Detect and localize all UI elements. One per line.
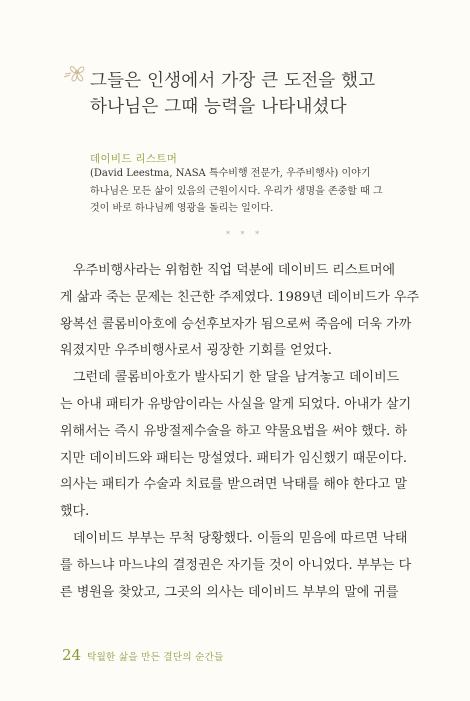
body-line: 를 하느냐 마느냐의 결정권은 자기들 것이 아니었다. 부부는 다 — [60, 557, 412, 573]
body-line: 왕복선 콜롬비아호에 승선후보자가 됨으로써 죽음에 더욱 가까 — [60, 316, 412, 332]
body-line: 지만 데이비드와 패티는 망설였다. 패티가 임신했기 때문이다. — [60, 450, 408, 466]
body-line: 그런데 콜롬비아호가 발사되기 한 달을 남겨놓고 데이비드 — [73, 370, 400, 386]
intro-paragraph — [90, 165, 390, 218]
intro-line: 것이 바로 하나님께 영광을 돌리는 일이다. — [90, 203, 274, 214]
body-line: 게 삶과 죽는 문제는 친근한 주제였다. 1989년 데이비드가 우주 — [60, 289, 420, 305]
body-line: 워졌지만 우주비행사로서 굉장한 기회를 얻었다. — [60, 343, 332, 359]
heading-line-2: 하나님은 그때 능력을 나타내셨다 — [90, 97, 347, 117]
chapter-heading — [90, 68, 420, 120]
subject-name: 데이비드 리스트머 — [90, 153, 178, 165]
page-number: 24 — [62, 646, 82, 664]
intro-line: 하나님은 모든 삶이 있음의 근원이시다. 우리가 생명을 존중할 때 그 — [90, 185, 383, 197]
body-line: 우주비행사라는 위험한 직업 덕분에 데이비드 리스트머에 — [73, 263, 396, 278]
section-separator: * * * — [226, 230, 264, 239]
body-line: 데이비드 부부는 무척 당황했다. 이들의 믿음에 따르면 낙태 — [73, 530, 408, 546]
body-text — [60, 258, 420, 606]
body-line: 른 병원을 찾았고, 그곳의 의사는 데이비드 부부의 말에 귀를 — [60, 584, 399, 600]
body-line: 의사는 패티가 수술과 치료를 받으려면 낙태를 해야 한다고 말 — [60, 477, 408, 493]
page-footer — [62, 645, 224, 664]
body-line: 는 아내 패티가 유방암이라는 사실을 알게 되었다. 아내가 살기 — [60, 396, 412, 412]
running-book-title: 탁월한 삶을 만든 결단의 순간들 — [87, 652, 224, 663]
heading-line-1: 그들은 인생에서 가장 큰 도전을 했고 — [90, 71, 376, 91]
flower-icon — [62, 58, 92, 88]
body-line: 위해서는 즉시 유방절제수술을 하고 약물요법을 써야 했다. 하 — [60, 423, 408, 439]
body-line: 했다. — [60, 504, 90, 520]
intro-line: (David Leestma, NASA 특수비행 전문가, 우주비행사) 이야기 — [90, 168, 371, 179]
